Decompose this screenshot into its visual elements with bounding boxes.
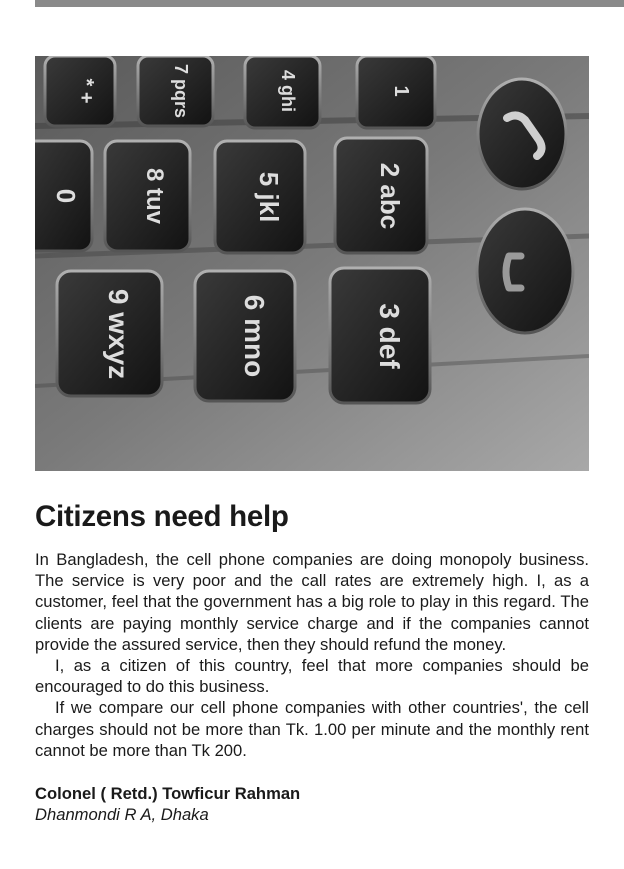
- author-name: Colonel ( Retd.) Towficur Rahman: [35, 784, 301, 803]
- key-1: [357, 56, 435, 128]
- key-label: 2 abc: [375, 162, 405, 230]
- call-button-graphic: [478, 79, 566, 189]
- author-location: Dhanmondi R A, Dhaka: [35, 805, 209, 824]
- key-0: [35, 141, 92, 251]
- key-8: [105, 141, 190, 251]
- article-paragraph: In Bangladesh, the cell phone companies are doing monopoly business. The service is very poor and the call rates are extremely high. I, as a customer, feel that the government has a big role to play in this regard. The clients are paying monthly service charge and if the companies cannot provide the assured service, then they should refund the money.: [35, 550, 589, 654]
- key-6: [195, 271, 295, 401]
- key-4: [245, 56, 320, 128]
- key-label: 5 jkl: [254, 171, 284, 223]
- key-3: [330, 268, 430, 403]
- article-paragraph: I, as a citizen of this country, feel that more companies should be encouraged to do this business.: [35, 656, 589, 697]
- key-label: 6 mno: [239, 294, 270, 378]
- key-2: [335, 138, 427, 253]
- top-rule: [35, 0, 624, 7]
- article-headline: Citizens need help: [35, 500, 289, 533]
- key-label: 0: [51, 188, 81, 204]
- key-7: [138, 56, 213, 126]
- key-label: 3 def: [374, 303, 405, 369]
- key-label: 8 tuv: [141, 167, 168, 225]
- key-label: 1: [390, 85, 412, 97]
- keypad-photo: [35, 56, 589, 471]
- key-label: 7 pqrs: [171, 63, 191, 119]
- article-paragraph: If we compare our cell phone companies with other countries', the cell charges should not be more than Tk. 1.00 per minute and the monthly rent cannot be more than Tk 200.: [35, 698, 589, 760]
- article-body: [35, 549, 589, 761]
- end-call-button-graphic: [477, 209, 573, 333]
- key-label: * +: [75, 78, 97, 104]
- key-star: [45, 56, 115, 126]
- key-5: [215, 141, 305, 253]
- key-9: [57, 271, 162, 396]
- key-label: 9 wxyz: [103, 288, 134, 380]
- key-label: 4 ghi: [278, 69, 298, 113]
